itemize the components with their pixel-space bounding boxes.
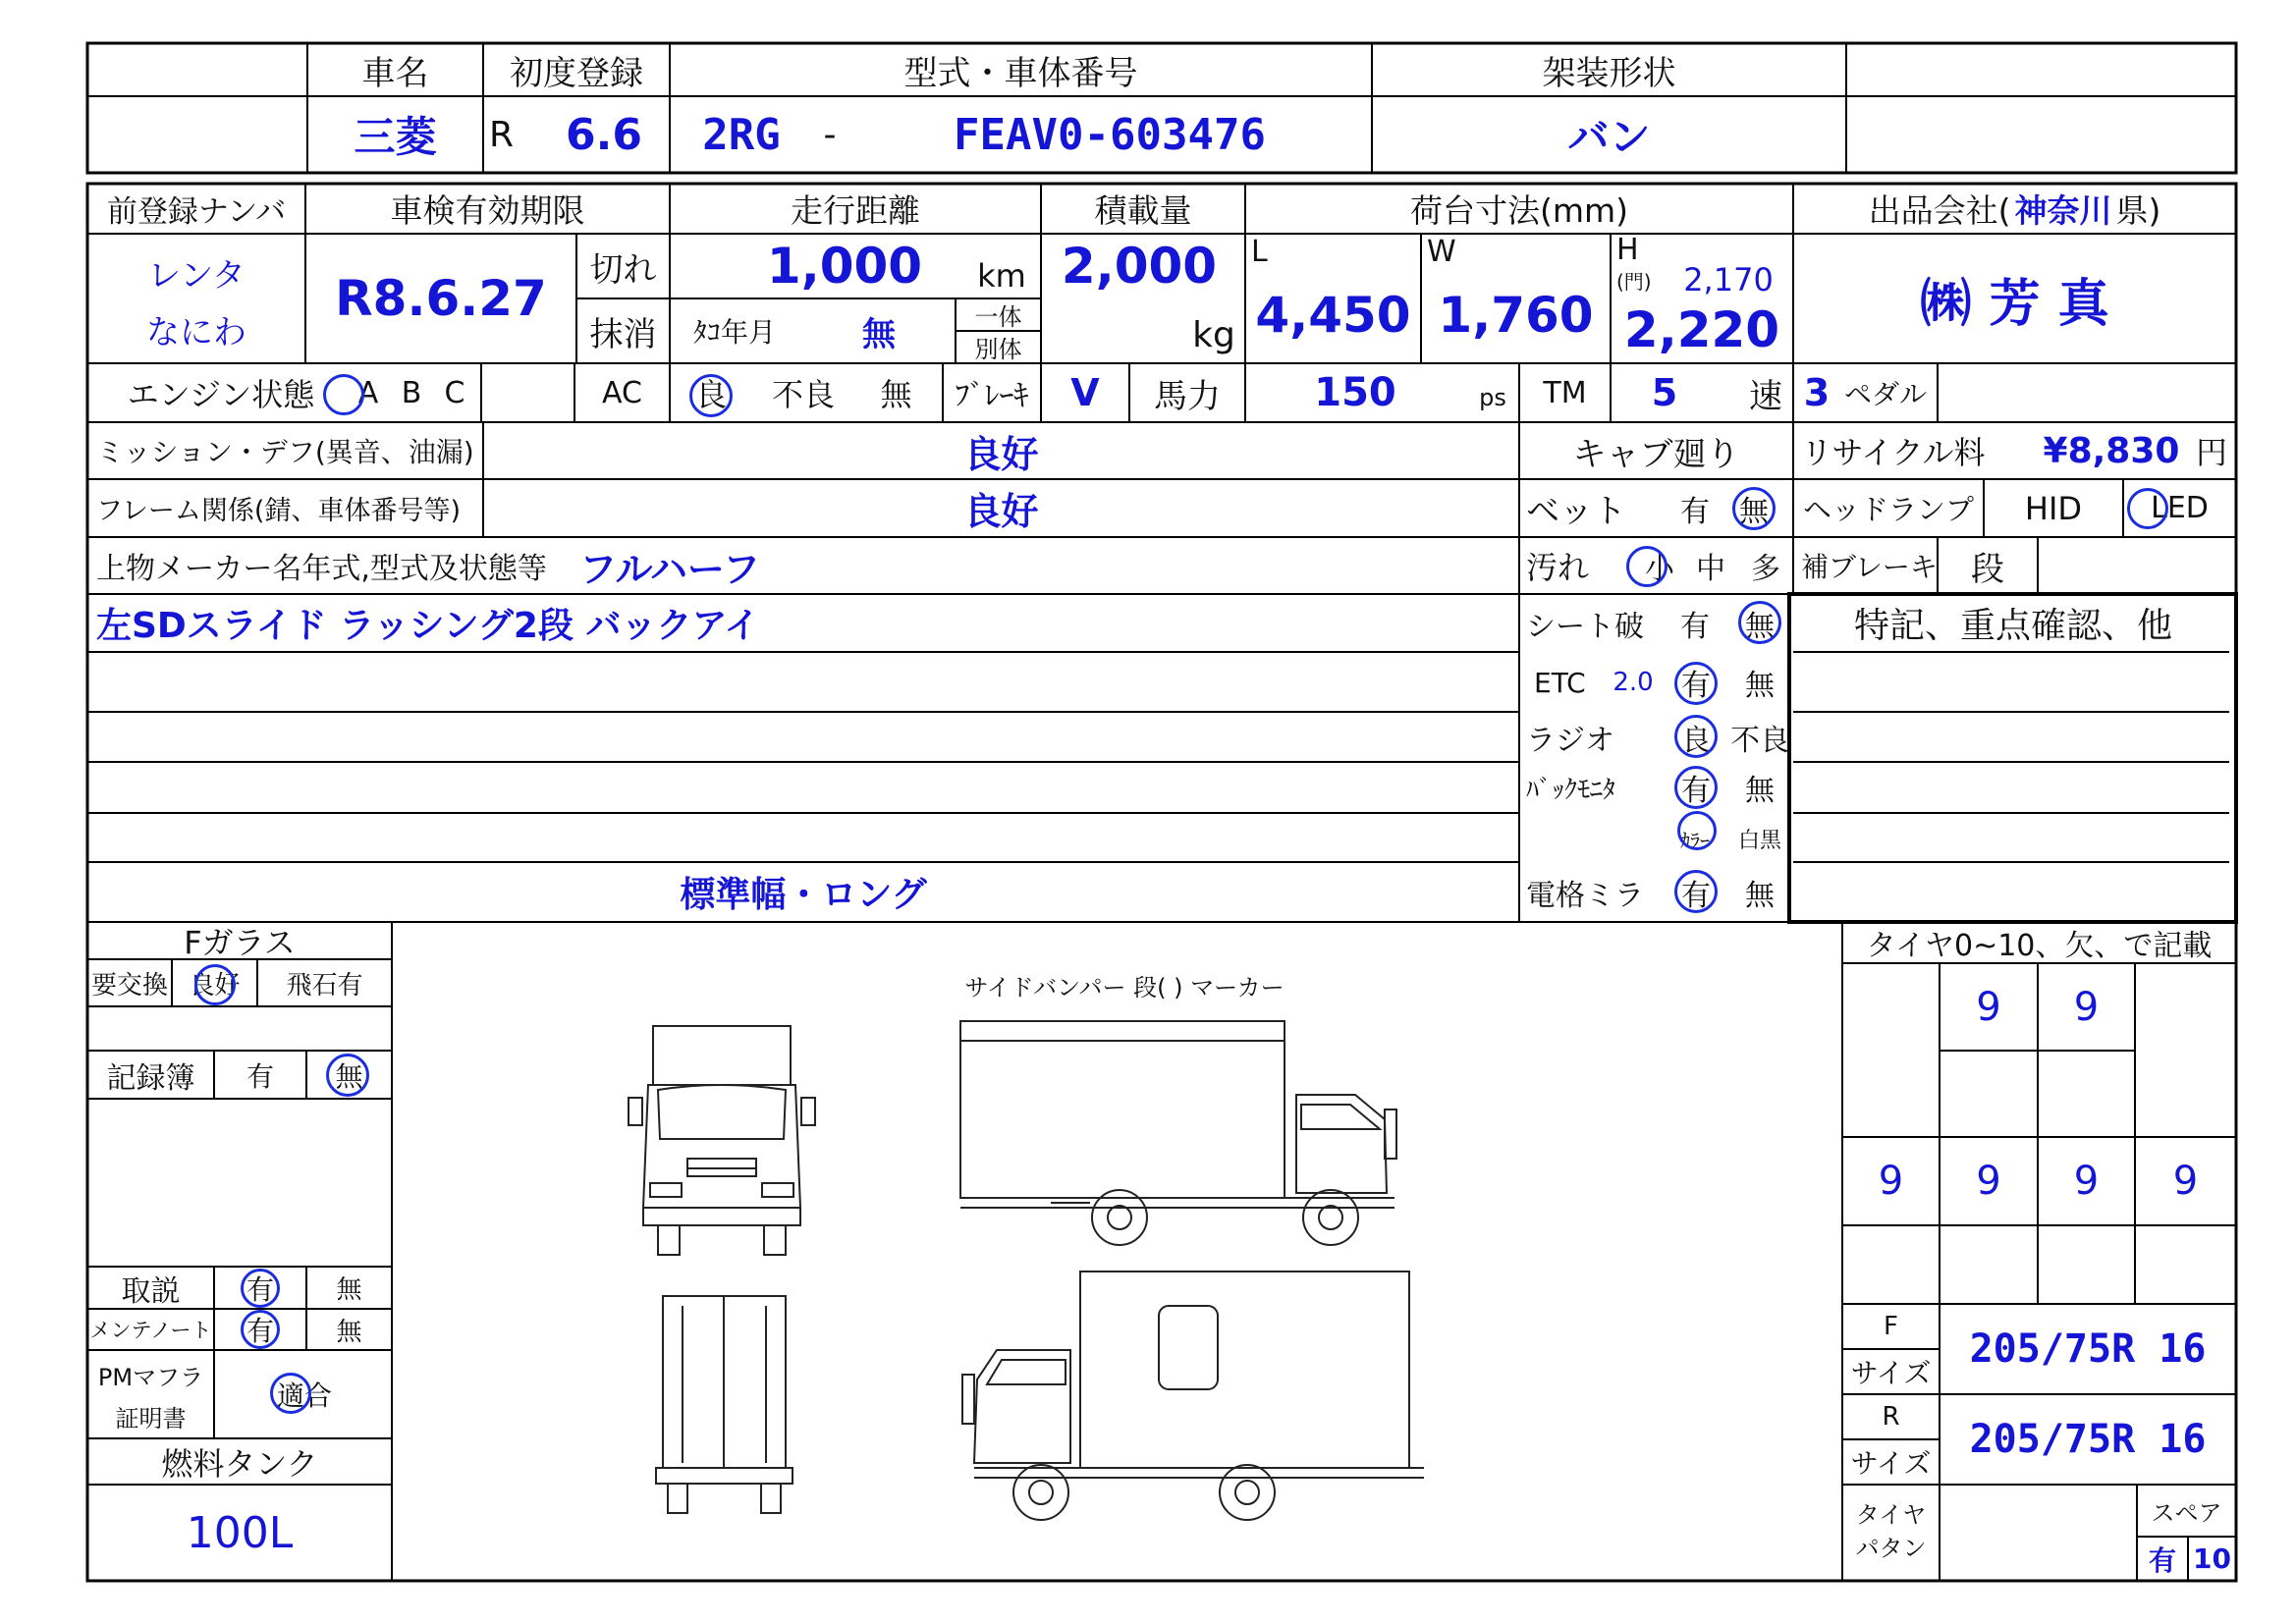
bed-yes: 有 — [1680, 494, 1710, 529]
tire-r-label: R — [1882, 1402, 1900, 1432]
mileage-unit: km — [977, 257, 1026, 295]
notes-title: 特記、重点確認、他 — [1853, 606, 2172, 646]
spare-label: スペア — [2151, 1499, 2222, 1527]
backmonitor-label: ﾊﾞｯｸﾓﾆﾀ — [1526, 775, 1616, 805]
backmonitor-yes: 有 — [1681, 774, 1711, 808]
aux-brake-label: 補ブレーキ — [1801, 551, 1938, 583]
dim-l-value: 4,450 — [1255, 287, 1411, 344]
chassis-number: FEAV0-603476 — [954, 109, 1266, 160]
backmonitor-yes-circle — [1674, 766, 1718, 809]
fglass-chip: 飛石有 — [286, 970, 363, 1001]
dim-h-label: H — [1616, 232, 1639, 267]
truck-right-side-view — [960, 1021, 1396, 1245]
ac-good: 良 — [694, 376, 727, 413]
headlamp-led: LED — [2151, 491, 2209, 525]
recycle-unit: 円 — [2195, 434, 2227, 471]
mission-value: 良好 — [963, 432, 1039, 476]
truck-diagram — [609, 1011, 1591, 1542]
dim-w-value: 1,760 — [1438, 287, 1594, 344]
seller-name: ㈱ 芳 真 — [1920, 274, 2109, 334]
engine-grade-b: B — [401, 375, 422, 410]
header-dimensions: 荷台寸法(mm) — [1409, 191, 1629, 230]
records-yes: 有 — [246, 1059, 274, 1093]
spare-value: 10 — [2193, 1542, 2231, 1575]
fglass-good-circle — [194, 964, 236, 1005]
records-label: 記録簿 — [106, 1060, 195, 1096]
horsepower-value: 150 — [1314, 370, 1396, 415]
maintenance-yes-circle — [241, 1310, 280, 1349]
seat-tear-no: 無 — [1745, 609, 1775, 644]
mileage-value: 1,000 — [766, 238, 923, 295]
pm-certificate-label: 証明書 — [115, 1404, 187, 1433]
registration-date: 6.6 — [566, 109, 642, 160]
engine-grade-circle — [323, 374, 364, 415]
pedal-value: 3 — [1803, 371, 1831, 414]
radio-bad: 不良 — [1730, 723, 1789, 758]
backmonitor-color: ｶﾗｰ — [1680, 828, 1710, 852]
fglass-replace: 要交換 — [90, 970, 168, 1001]
bed-label: ベット — [1526, 492, 1626, 531]
dirt-medium: 中 — [1696, 552, 1725, 586]
body-type-value: バン — [1567, 113, 1651, 161]
ac-label: AC — [602, 375, 642, 410]
etc-version: 2.0 — [1613, 668, 1654, 697]
pm-value-circle — [270, 1373, 311, 1414]
seller-prefecture: 神奈川 — [2014, 191, 2112, 230]
maintenance-yes: 有 — [246, 1315, 274, 1347]
backmonitor-no: 無 — [1745, 774, 1775, 808]
maker-value: 三菱 — [354, 113, 437, 161]
dim-w-label: W — [1427, 234, 1456, 269]
bed-no: 無 — [1739, 494, 1769, 529]
remarks-line-1: 左SDスライド ラッシング2段 バックアイ — [96, 606, 760, 646]
body-maker-label: 上物メーカー名年式,型式及状態等 — [96, 552, 547, 586]
recycle-value: ¥8,830 — [2043, 430, 2180, 471]
seat-tear-yes: 有 — [1680, 609, 1710, 644]
header-mileage: 走行距離 — [791, 191, 920, 230]
radio-good-circle — [1674, 715, 1718, 758]
load-unit: kg — [1192, 314, 1235, 355]
engine-label: エンジン状態 — [127, 376, 315, 413]
etc-yes: 有 — [1681, 669, 1711, 703]
tire-r-size-label: サイズ — [1850, 1447, 1932, 1480]
header-first-registration: 初度登録 — [510, 53, 643, 93]
header-inspection: 車検有効期限 — [390, 191, 585, 230]
inspection-date: R8.6.27 — [335, 270, 547, 327]
dim-gate-label: (門) — [1616, 269, 1652, 294]
brake-value: V — [1070, 371, 1100, 414]
inspection-expired-label: 切れ — [589, 249, 657, 290]
tire-front-right: 9 — [2073, 984, 2100, 1030]
header-body-type: 架装形状 — [1542, 53, 1676, 93]
manual-yes: 有 — [246, 1272, 274, 1306]
backmonitor-mono: 白黒 — [1737, 828, 1781, 853]
inspection-deregistered-label: 抹消 — [589, 314, 657, 354]
tire-rear-4: 9 — [2172, 1159, 2199, 1204]
transmission-value: 5 — [1651, 371, 1678, 414]
maintenance-label: メンテノート — [89, 1319, 212, 1342]
tire-pattern-label-2: パタン — [1855, 1534, 1927, 1562]
spare-has: 有 — [2148, 1543, 2176, 1577]
frame-label: フレーム関係(錆、車体番号等) — [96, 496, 461, 526]
truck-left-side-view — [962, 1271, 1424, 1520]
dirt-small-circle — [1626, 546, 1667, 587]
remarks-last-line: 標準幅・ロング — [680, 875, 927, 915]
brake-label: ﾌﾞﾚｰｷ — [955, 379, 1029, 413]
maintenance-no: 無 — [336, 1317, 362, 1347]
pedal-label: ペダル — [1844, 378, 1928, 410]
fglass-label: Fガラス — [184, 924, 296, 961]
header-prev-plate: 前登録ナンバ — [106, 194, 287, 230]
aux-brake-value: 段 — [1971, 549, 2004, 589]
frame-value: 良好 — [963, 490, 1039, 533]
speed-label: 速 — [1749, 376, 1782, 416]
tire-rear-2: 9 — [1976, 1159, 2001, 1204]
headlamp-led-circle — [2127, 488, 2168, 529]
mission-label: ミッション・デフ(異音、油漏) — [96, 436, 474, 468]
recycle-label: リサイクル料 — [1801, 434, 1986, 471]
truck-rear-view — [656, 1296, 793, 1513]
horsepower-unit: ps — [1479, 384, 1506, 411]
horsepower-label: 馬力 — [1154, 376, 1221, 416]
seller-suffix: 県) — [2115, 191, 2161, 230]
tire-title: タイヤ0~10、欠、で記載 — [1866, 929, 2213, 963]
etc-no: 無 — [1745, 669, 1775, 703]
etc-label: ETC — [1534, 666, 1586, 699]
records-no-circle — [326, 1054, 369, 1097]
etc-yes-circle — [1674, 662, 1718, 705]
radio-good: 良 — [1681, 723, 1711, 758]
cab-title: キャブ廻り — [1572, 434, 1740, 474]
dim-gate-value: 2,170 — [1683, 261, 1774, 298]
truck-front-view — [629, 1026, 815, 1255]
header-car-name: 車名 — [361, 53, 429, 93]
headlamp-hid: HID — [2024, 489, 2083, 527]
manual-label: 取説 — [121, 1273, 181, 1309]
mirror-yes-circle — [1674, 870, 1718, 913]
model-code: 2RG — [702, 109, 781, 160]
tire-rear-3: 9 — [2073, 1159, 2100, 1204]
mirror-no: 無 — [1745, 878, 1775, 913]
pm-value: 適合 — [276, 1380, 332, 1412]
tire-r-size: 205/75R 16 — [1969, 1417, 2207, 1462]
tacho-value: 無 — [862, 314, 896, 354]
seat-tear-label: シート破 — [1526, 609, 1644, 644]
dim-h-value: 2,220 — [1623, 301, 1780, 358]
fglass-good: 良好 — [189, 970, 241, 1001]
ac-bad: 不良 — [771, 376, 835, 413]
body-maker-value: フルハーフ — [579, 547, 760, 591]
model-dash: - — [823, 114, 837, 155]
manual-no: 無 — [336, 1275, 362, 1305]
engine-grade-c: C — [444, 375, 465, 410]
ac-none: 無 — [880, 376, 912, 413]
unit-separate: 別体 — [974, 336, 1022, 363]
engine-grade-a: A — [357, 375, 379, 410]
dirt-label: 汚れ — [1526, 549, 1590, 586]
prev-plate-line1: レンタ — [147, 255, 246, 296]
manual-yes-circle — [241, 1269, 280, 1308]
tire-front-left: 9 — [1976, 984, 2001, 1030]
header-load: 積載量 — [1094, 191, 1192, 230]
mirror-label: 電格ミラ — [1526, 878, 1644, 913]
backmonitor-color-circle — [1677, 811, 1717, 850]
load-value: 2,000 — [1061, 238, 1218, 295]
bed-no-circle — [1732, 487, 1776, 530]
fuel-tank-label: 燃料タンク — [161, 1444, 318, 1483]
radio-label: ラジオ — [1526, 723, 1614, 758]
ac-good-circle — [689, 374, 733, 417]
dirt-much: 多 — [1751, 552, 1780, 586]
records-no: 無 — [335, 1059, 363, 1093]
tire-f-size: 205/75R 16 — [1969, 1326, 2207, 1372]
header-seller — [1793, 184, 2236, 234]
tire-rear-1: 9 — [1878, 1159, 1904, 1204]
unit-integrated: 一体 — [974, 303, 1022, 331]
dim-l-label: L — [1251, 234, 1268, 269]
tire-f-label: F — [1884, 1312, 1898, 1341]
transmission-label: TM — [1543, 375, 1587, 410]
mirror-yes: 有 — [1681, 878, 1711, 913]
header-model-chassis: 型式・車体番号 — [903, 53, 1138, 93]
prev-plate-line2: なにわ — [146, 312, 246, 352]
tire-f-size-label: サイズ — [1850, 1357, 1932, 1389]
tire-pattern-label-1: タイヤ — [1855, 1500, 1927, 1529]
dirt-small: 小 — [1645, 552, 1674, 586]
side-bumper-label: サイドバンパー 段( ) マーカー — [964, 973, 1285, 1001]
headlamp-label: ヘッドランプ — [1802, 493, 1974, 526]
tacho-label: ﾀｺ年月 — [693, 316, 777, 349]
fuel-tank-value: 100L — [186, 1507, 294, 1558]
seat-tear-no-circle — [1738, 601, 1781, 644]
era-label: R — [489, 114, 515, 155]
pm-muffler-label: PMマフラ — [97, 1363, 204, 1391]
seller-prefix: 出品会社( — [1868, 191, 2011, 230]
